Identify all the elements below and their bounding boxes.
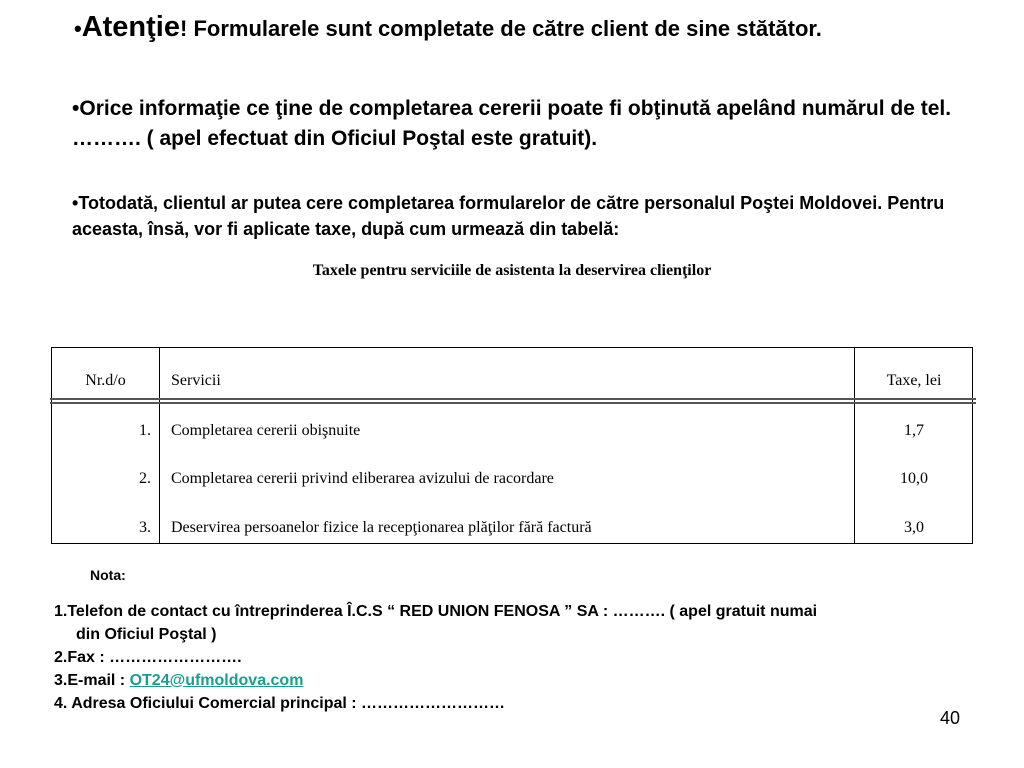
note-phone-cont: din Oficiul Poştal ) <box>76 626 217 643</box>
row-number: 1. <box>139 422 151 439</box>
row-fee: 1,7 <box>904 422 924 439</box>
row-fee: 10,0 <box>900 470 928 487</box>
row-service: Completarea cererii obişnuite <box>171 422 361 439</box>
header-divider <box>50 402 976 404</box>
attention-paragraph <box>74 10 1014 46</box>
note-fax: 2.Fax : ……………………. <box>54 649 242 666</box>
header-divider <box>50 398 976 400</box>
info-text: Orice informaţie ce ţine de completarea cererii poate fi obţinută apelând numărul de tel. ………. ( apel efectuat din Oficiul Poştal este gratuit). <box>72 97 952 150</box>
row-service: Deservirea persoanelor fizice la recepţionarea plăţilor fără factură <box>171 519 592 536</box>
contact-notes <box>54 600 1019 715</box>
fees-paragraph <box>72 190 1012 242</box>
header-nr: Nr.d/o <box>85 372 126 389</box>
note-address: 4. Adresa Oficiului Comercial principal : ……………………… <box>54 695 506 712</box>
table-caption: Taxele pentru serviciile de asistenta la deservirea clienţilor <box>312 262 712 279</box>
attention-text: ! Formularele sunt completate de către client de sine stătător. <box>180 16 822 41</box>
email-link[interactable]: OT24@ufmoldova.com <box>129 672 304 689</box>
row-service: Completarea cererii privind eliberarea avizului de racordare <box>171 470 554 487</box>
header-taxe: Taxe, lei <box>886 372 942 389</box>
fees-text: Totodată, clientul ar putea cere completarea formularelor de către personalul Poştei Moldovei. Pentru aceasta, însă, vor fi aplicate taxe, după cum urmează din tabelă: <box>72 193 945 239</box>
column-divider <box>159 348 160 543</box>
nota-label: Nota: <box>90 567 126 583</box>
attention-word: Atenţie <box>81 11 180 43</box>
row-fee: 3,0 <box>904 519 924 536</box>
page-number: 40 <box>940 708 961 728</box>
row-number: 2. <box>139 470 151 487</box>
row-number: 3. <box>139 519 151 536</box>
fees-table <box>51 347 973 544</box>
info-paragraph <box>72 94 1002 154</box>
note-phone: 1.Telefon de contact cu întreprinderea Î.C.S “ RED UNION FENOSA ” SA : ………. ( apel gratuit numai <box>54 603 818 620</box>
header-servicii: Servicii <box>171 372 221 389</box>
bullet: • <box>72 193 79 213</box>
note-email <box>54 669 1019 692</box>
bullet: • <box>72 97 80 120</box>
email-label: 3.E-mail : <box>54 672 130 689</box>
bullet: • <box>74 16 82 41</box>
